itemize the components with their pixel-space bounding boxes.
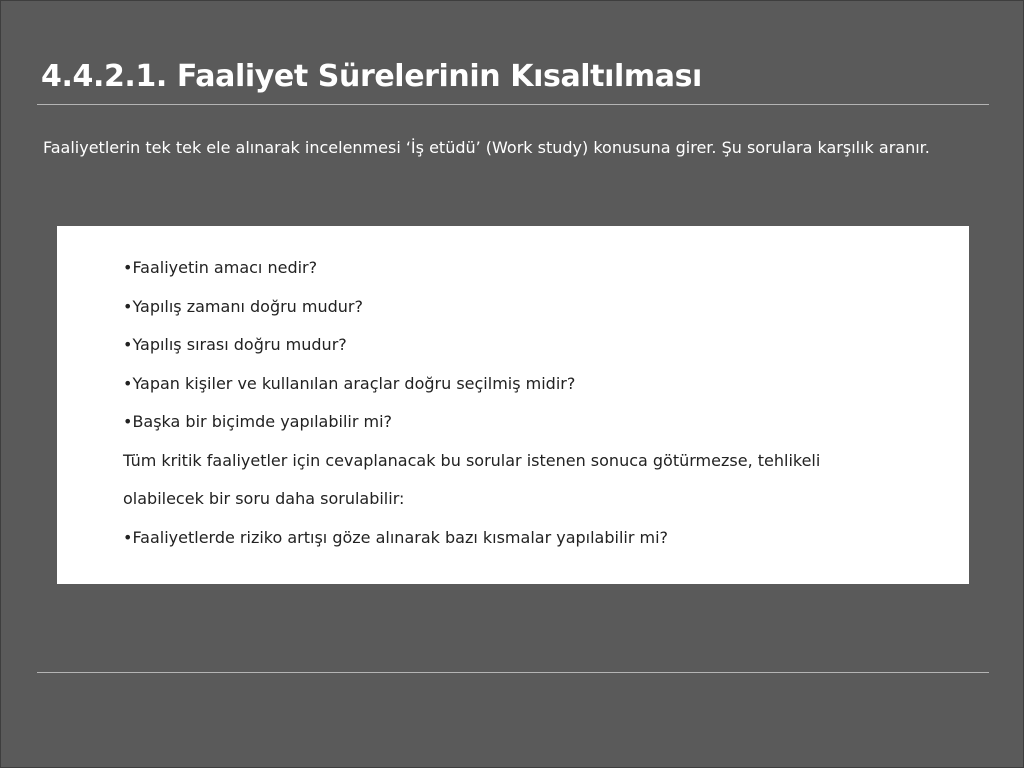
list-item: olabilecek bir soru daha sorulabilir: [123,489,405,508]
list-item: •Faaliyetlerde riziko artışı göze alınarak bazı kısmalar yapılabilir mi? [123,527,669,547]
slide-title: 4.4.2.1. Faaliyet Sürelerinin Kısaltılması [41,59,702,94]
questions-list [123,255,820,563]
questions-box [57,226,969,584]
list-item: •Yapan kişiler ve kullanılan araçlar doğru seçilmiş midir? [123,373,576,393]
list-item: •Yapılış sırası doğru mudur? [123,335,347,354]
list-item: •Faaliyetin amacı nedir? [123,258,318,277]
title-divider [37,104,989,105]
list-item: Tüm kritik faaliyetler için cevaplanacak bu sorular istenen sonuca götürmezse, tehlikeli [123,450,821,470]
intro-paragraph: Faaliyetlerin tek tek ele alınarak incelenmesi ‘İş etüdü’ (Work study) konusuna girer. Şu sorulara karşılık aranır. [43,138,930,157]
footer-divider [37,672,989,673]
list-item: •Yapılış zamanı doğru mudur? [123,296,363,316]
list-item: •Başka bir biçimde yapılabilir mi? [123,412,393,431]
